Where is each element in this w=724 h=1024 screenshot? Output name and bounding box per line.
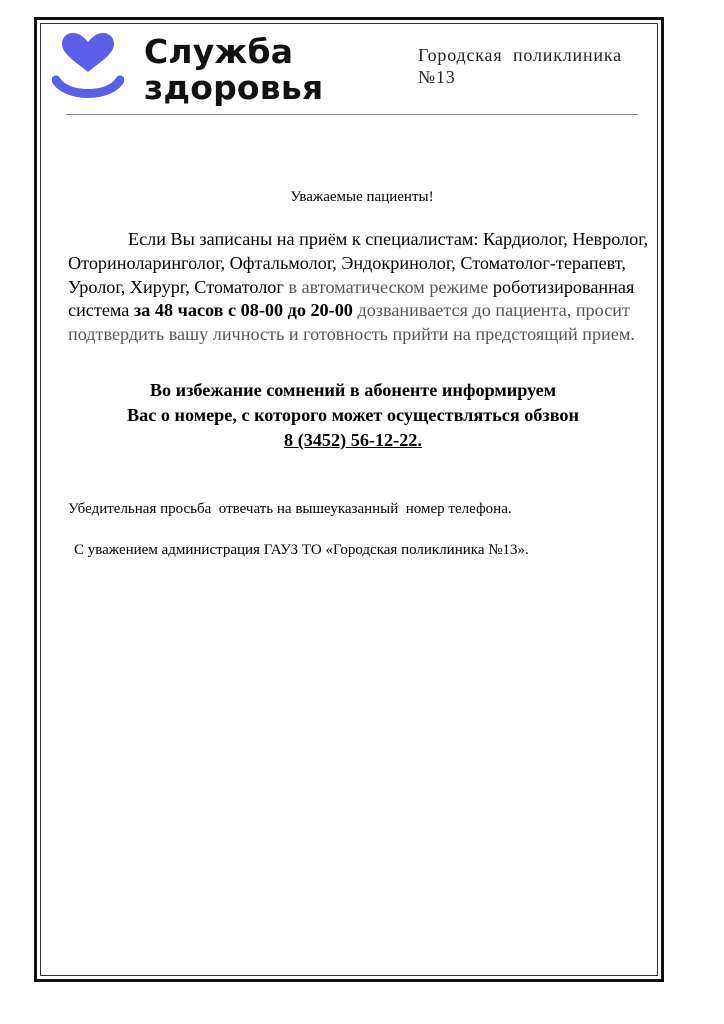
organization-name <box>418 44 648 88</box>
logo-line-2: здоровья <box>144 68 324 107</box>
main-text-dial: дозванивается до пациента, просит подтвердить вашу личность и готовность прийти на предстоящий прием. <box>68 300 635 345</box>
greeting: Уважаемые пациенты! <box>290 189 434 205</box>
main-text-schedule: за 48 часов с 08-00 до 20-00 <box>133 300 353 321</box>
logo <box>52 30 342 110</box>
request-text: Убедительная просьба отвечать на вышеуказанный номер телефона. <box>68 501 512 517</box>
organization-name-line-1: Городская поликлиника <box>418 45 622 65</box>
phone-notice <box>68 378 638 453</box>
phone-number: 8 (3452) 56-12-22. <box>284 430 422 450</box>
logo-wordmark <box>144 34 323 106</box>
signature-text: С уважением администрация ГАУЗ ТО «Городская поликлиника №13». <box>74 542 529 558</box>
main-text-specialists: Если Вы записаны на приём к специалистам: Кардиолог, Невролог, Оториноларинголог, Офтальмолог, Эндокринолог, Стоматолог-терапевт, Уролог, Хирург, Стоматолог <box>68 229 649 297</box>
organization-name-line-2: №13 <box>418 67 456 87</box>
logo-line-1: Служба <box>144 32 294 71</box>
notice-line-2: Вас о номере, с которого может осуществляться обзвон <box>127 405 579 425</box>
header-divider <box>66 114 638 115</box>
main-text-auto-mode: в автоматическом режиме <box>283 276 493 297</box>
main-text-robot: роботизированная система <box>68 276 635 321</box>
main-paragraph <box>68 228 658 347</box>
notice-line-1: Во избежание сомнений в абоненте информируем <box>149 380 557 400</box>
heart-smile-icon <box>52 32 124 100</box>
